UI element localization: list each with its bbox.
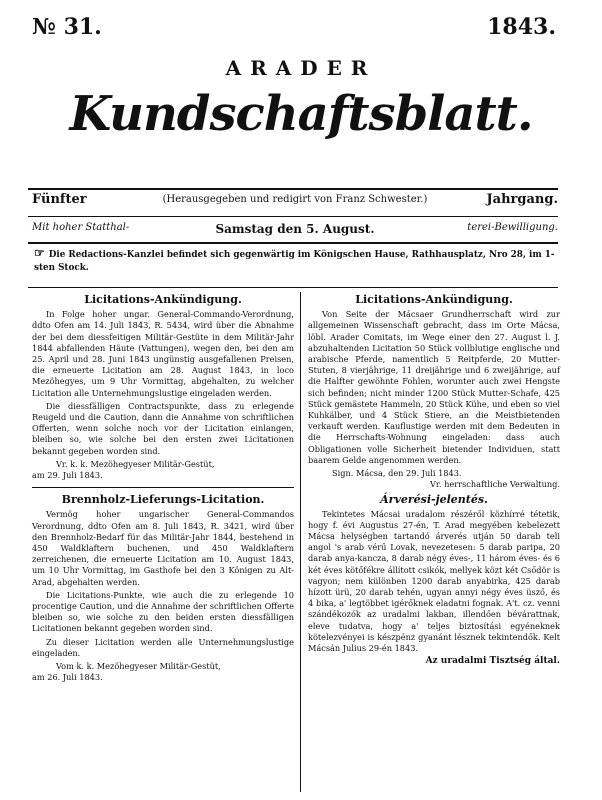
left-paragraph-1: In Folge hoher ungar. General-Commando-Verordnung, ddto Ofen am 14. Juli 1843, R. 5434, wird über die Abnahme der bei dem diessfeitigen Militär-Gestüte in dem Militär-Jahr 1844 abfallenden Häute (Vattungen), wegen den, bei den am 25. April und 28. Juni 1843 ungünstig ausgefallenen Preisen, die erneuerte Licitation am 28. August 1843, in loco Mezöhegyes, um 9 Uhr Vormittag, abgehalten, zu welcher Licitation alle Unternehmungslustige eingeladen werden. xyxy=(32,309,294,398)
left-paragraph-5: Zu dieser Licitation werden alle Unternehmungslustige eingeladen. xyxy=(32,636,294,658)
left-date-2: am 26. Juli 1843. xyxy=(32,672,103,683)
right-signature-1: Sign. Mácsa, den 29. Juli 1843. xyxy=(332,468,462,479)
masthead-arader: ARADER xyxy=(225,56,377,80)
date-row xyxy=(32,222,558,240)
notice-text: Die Redactions-Kanzlei befindet sich gegenwärtig im Königschen Hause, Rathhausplatz, Nro 28, im 1-sten Stock. xyxy=(34,250,555,273)
left-paragraph-2: Die diessfälligen Contractspunkte, dass zu erlegende Reugeld und die Caution, dann die Annahme von schriftlichen Offerten, wenn solche noch vor der Licitation einlangen, bleiben so, wie solche bei den ersten zwei Licitationen bekannt gegeben worden sind. xyxy=(32,400,294,456)
left-heading-1: Licitations-Ankündigung. xyxy=(84,293,242,306)
issue-year: 1843. xyxy=(487,14,556,40)
left-signature-1: Vr. k. k. Mezöhegyeser Militär-Gestüt, xyxy=(56,458,215,469)
right-final-signature: Az uradalmi Tisztség által. xyxy=(425,656,560,667)
left-separator xyxy=(32,487,294,488)
left-date-1: am 29. Juli 1843. xyxy=(32,470,103,481)
permission-right: terei-Bewilligung. xyxy=(467,222,558,233)
masthead-title: Kundschaftsblatt. xyxy=(69,86,533,142)
issue-number: № 31. xyxy=(32,14,102,40)
right-heading-1: Licitations-Ankündigung. xyxy=(355,293,513,306)
masthead-rule-top xyxy=(28,188,558,190)
left-paragraph-4: Die Licitations-Punkte, wie auch die zu erlegende 10 procentige Caution, und die Annahme der schriftlichen Offerte bleiben so, wie solche zu den beiden ersten diessfälligen Licitationen bekannt gegeben worden sind. xyxy=(32,589,294,634)
masthead-rule-bottom xyxy=(28,242,558,244)
redaction-notice xyxy=(34,247,556,275)
pointing-hand-icon: ☞ xyxy=(34,246,45,260)
jahrgang-label: Jahrgang. xyxy=(486,192,558,207)
right-signature-1b: Vr. herrschaftliche Verwaltung. xyxy=(430,479,560,490)
notice-rule xyxy=(28,287,558,288)
editor-line: (Herausgegeben und redigirt von Franz Schwester.) xyxy=(162,194,428,205)
right-paragraph-2: Tekintetes Mácsai uradalom részéről közhírré tétetik, hogy f. évi Augustus 27-én, T. Arad megyében kebelezett Mácsa helységben tartandó árverés utján 50 darab teli angol 's arab vérű Lovak, nevezetesen: 5 darab paripa, 20 darab anya-kancza, 8 darab négy éves-, 11 három éves- és 6 két éves kötőfékre állított csikók, mellyek közt két Csődör is vagyon; nem különben 1200 darab anyabirka, 425 darab hízott ürü, 20 darab tehén, ugyan annyi négy éves üsző, és 4 bika, a' legtöbbet igérőknek eladatni fognak. A't. cz. venni szándékozók az uradalmi lakban, illendően bévárattnak, eleve tudatva, hogy a' teljes biztosítási egyéneknek kötelezvényei is készpénz gyanánt lésznek tekintendők. Kelt Mácsán Julius 29-én 1843. xyxy=(308,508,560,654)
masthead-rule-mid xyxy=(28,216,558,217)
column-divider xyxy=(300,292,301,792)
left-paragraph-3: Vermög hoher ungarischer General-Commandos Verordnung, ddto Ofen am 8. Juli 1843, R. 3421, wird über den Brennholz-Bedarf für das Militär-Jahr 1844, bestehend in 450 Waldklaftern buchenen, und 450 Waldklaftern zerreichenen, die erneuerte Licitation am 10. August 1843, um 10 Uhr Vormittag, im Gasthofe bei den 3 Königen zu Alt-Arad, abgehalten werden. xyxy=(32,509,294,587)
left-signature-2: Vom k. k. Mezöhegyeser Militär-Gestüt, xyxy=(56,661,221,672)
issue-date: Samstag den 5. August. xyxy=(215,222,375,236)
left-column xyxy=(32,292,294,684)
right-heading-2: Árverési-jelentés. xyxy=(380,493,488,507)
permission-left: Mit hoher Statthal- xyxy=(32,222,130,233)
right-column xyxy=(308,292,560,668)
masthead-info-row xyxy=(32,192,558,212)
volume-label: Fünfter xyxy=(32,192,87,207)
left-heading-2: Brennholz-Lieferungs-Licitation. xyxy=(61,493,265,507)
right-paragraph-1: Von Seite der Mácsaer Grundherrschaft wird zur allgemeinen Wissenschaft gebracht, dass im Orte Mácsa, löbl. Arader Comitats, im Wege einer den 27. August l. J. abzuhaltenden Licitation 50 Stück vollblutige englische und arabische Pferde, namentlich 5 Reitpferde, 20 Mutter-Stuten, 8 vierjährige, 11 dreijährige und 6 zweijährige, auf die Halfter gewöhnte Fohlen, worunter auch zwei Hengste sich befinden; nicht minder 1200 Stück Mutter-Schafe, 425 Stück gemästete Hammeln, 20 Stück Kühe, und eben so viel Kuhkälber, und 4 Stück Stiere, an die Meistbietenden verkauft werden. Kauflustige werden mit dem Bedeuten in die Herrschafts-Wohnung eingeladen: dass auch Obligationen volle Sicherheit bietender Individuen, statt baarem Gelde angenommen werden. xyxy=(308,309,560,465)
